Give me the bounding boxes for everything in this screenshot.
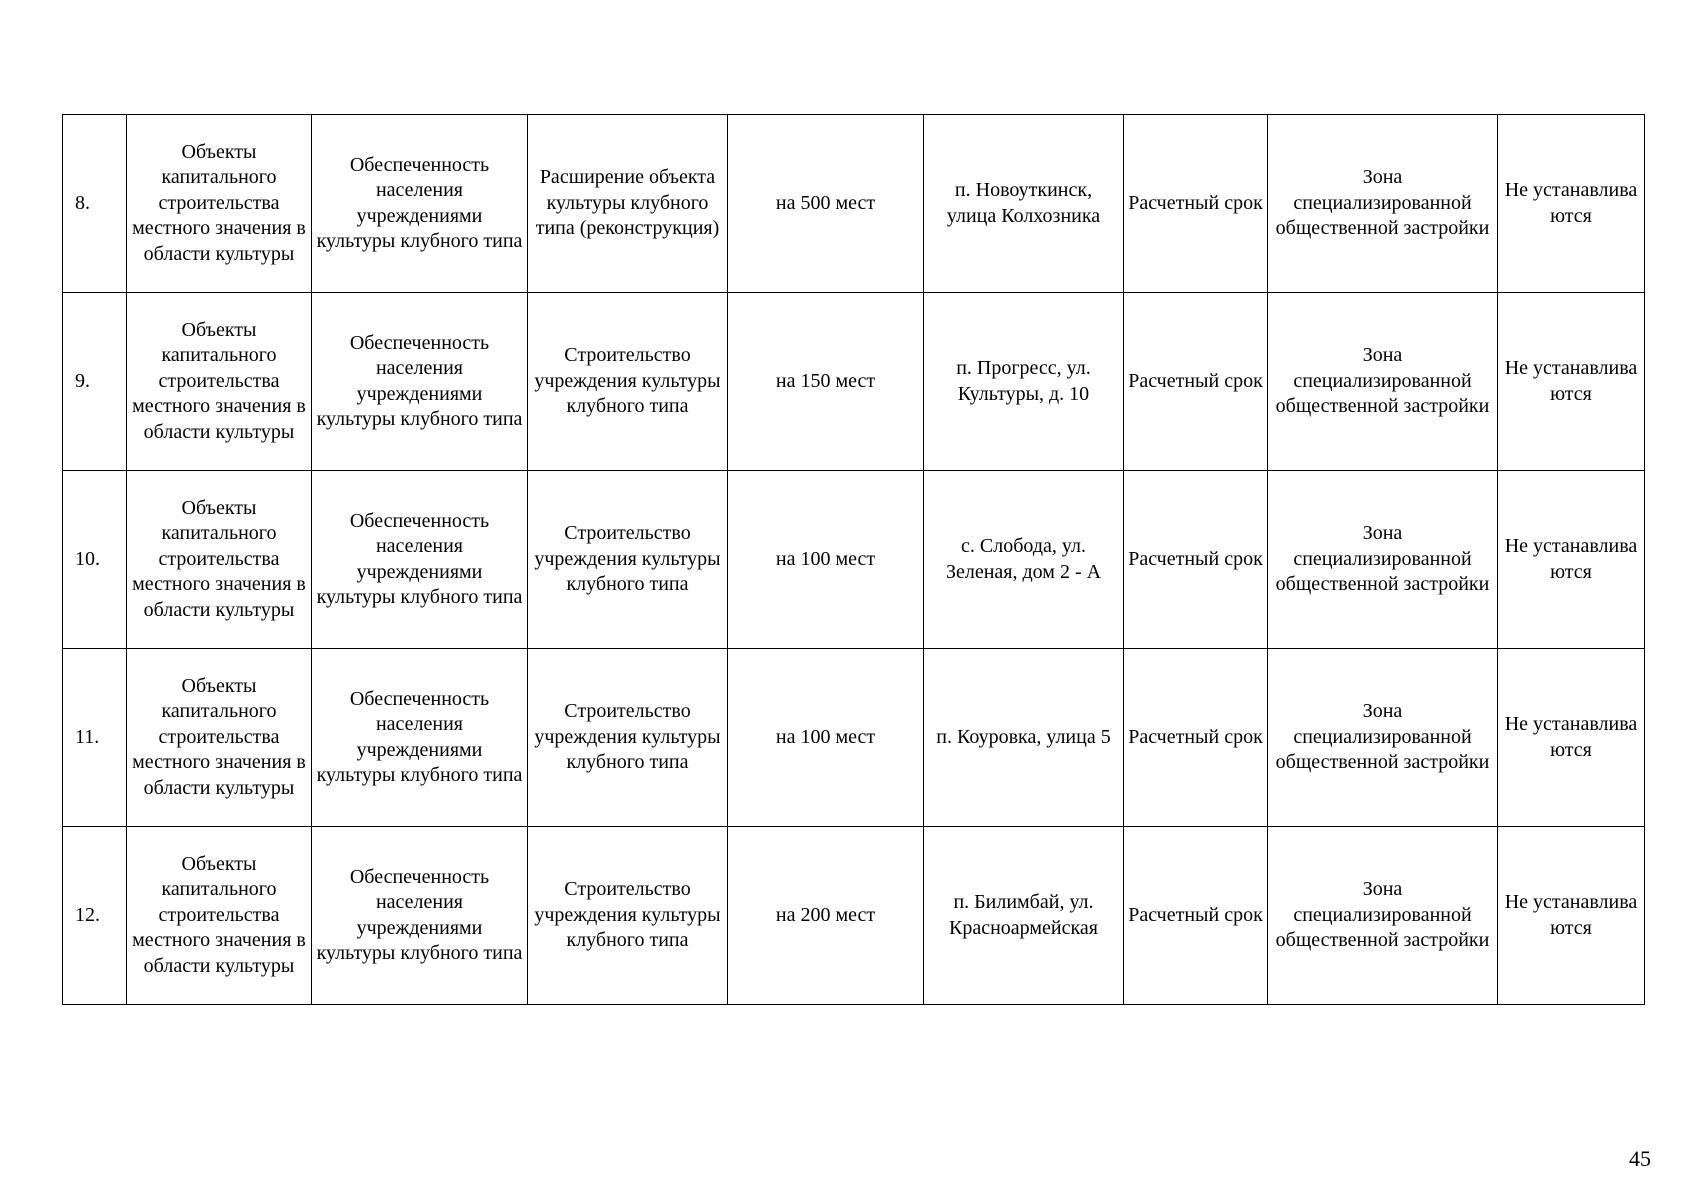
location-cell: п. Прогресс, ул. Культуры, д. 10 bbox=[924, 293, 1124, 471]
action-cell: Строительство учреждения культуры клубного типа bbox=[528, 293, 728, 471]
restrictions-cell: Не устанавлива ются bbox=[1498, 827, 1645, 1005]
capacity-cell: на 200 мест bbox=[728, 827, 924, 1005]
location-cell: с. Слобода, ул. Зеленая, дом 2 - А bbox=[924, 471, 1124, 649]
location-cell: п. Билимбай, ул. Красноармейская bbox=[924, 827, 1124, 1005]
purpose-cell: Обеспеченность населения учреждениями культуры клубного типа bbox=[312, 471, 528, 649]
purpose-cell: Обеспеченность населения учреждениями культуры клубного типа bbox=[312, 115, 528, 293]
zone-cell: Зона специализированной общественной застройки bbox=[1268, 293, 1498, 471]
objects-table bbox=[62, 114, 1645, 1005]
purpose-cell: Обеспеченность населения учреждениями культуры клубного типа bbox=[312, 293, 528, 471]
row-number: 12. bbox=[63, 827, 127, 1005]
row-number: 11. bbox=[63, 649, 127, 827]
action-cell: Строительство учреждения культуры клубного типа bbox=[528, 471, 728, 649]
zone-cell: Зона специализированной общественной застройки bbox=[1268, 471, 1498, 649]
location-cell: п. Коуровка, улица 5 bbox=[924, 649, 1124, 827]
term-cell: Расчетный срок bbox=[1124, 827, 1268, 1005]
capacity-cell: на 100 мест bbox=[728, 471, 924, 649]
action-cell: Расширение объекта культуры клубного типа (реконструкция) bbox=[528, 115, 728, 293]
purpose-cell: Обеспеченность населения учреждениями культуры клубного типа bbox=[312, 827, 528, 1005]
action-cell: Строительство учреждения культуры клубного типа bbox=[528, 827, 728, 1005]
restrictions-cell: Не устанавлива ются bbox=[1498, 649, 1645, 827]
location-cell: п. Новоуткинск, улица Колхозника bbox=[924, 115, 1124, 293]
capacity-cell: на 500 мест bbox=[728, 115, 924, 293]
restrictions-cell: Не устанавлива ются bbox=[1498, 115, 1645, 293]
term-cell: Расчетный срок bbox=[1124, 471, 1268, 649]
table-row bbox=[63, 293, 1645, 471]
term-cell: Расчетный срок bbox=[1124, 293, 1268, 471]
zone-cell: Зона специализированной общественной застройки bbox=[1268, 827, 1498, 1005]
capacity-cell: на 100 мест bbox=[728, 649, 924, 827]
table-row bbox=[63, 649, 1645, 827]
zone-cell: Зона специализированной общественной застройки bbox=[1268, 649, 1498, 827]
page-number: 45 bbox=[1629, 1146, 1651, 1171]
object-cell: Объекты капитального строительства местного значения в области культуры bbox=[127, 471, 312, 649]
term-cell: Расчетный срок bbox=[1124, 115, 1268, 293]
row-number: 8. bbox=[63, 115, 127, 293]
row-number: 10. bbox=[63, 471, 127, 649]
table-row bbox=[63, 827, 1645, 1005]
action-cell: Строительство учреждения культуры клубного типа bbox=[528, 649, 728, 827]
row-number: 9. bbox=[63, 293, 127, 471]
table-row bbox=[63, 115, 1645, 293]
term-cell: Расчетный срок bbox=[1124, 649, 1268, 827]
capacity-cell: на 150 мест bbox=[728, 293, 924, 471]
purpose-cell: Обеспеченность населения учреждениями культуры клубного типа bbox=[312, 649, 528, 827]
restrictions-cell: Не устанавлива ются bbox=[1498, 471, 1645, 649]
table-row bbox=[63, 471, 1645, 649]
object-cell: Объекты капитального строительства местного значения в области культуры bbox=[127, 649, 312, 827]
object-cell: Объекты капитального строительства местного значения в области культуры bbox=[127, 827, 312, 1005]
object-cell: Объекты капитального строительства местного значения в области культуры bbox=[127, 115, 312, 293]
zone-cell: Зона специализированной общественной застройки bbox=[1268, 115, 1498, 293]
object-cell: Объекты капитального строительства местного значения в области культуры bbox=[127, 293, 312, 471]
restrictions-cell: Не устанавлива ются bbox=[1498, 293, 1645, 471]
